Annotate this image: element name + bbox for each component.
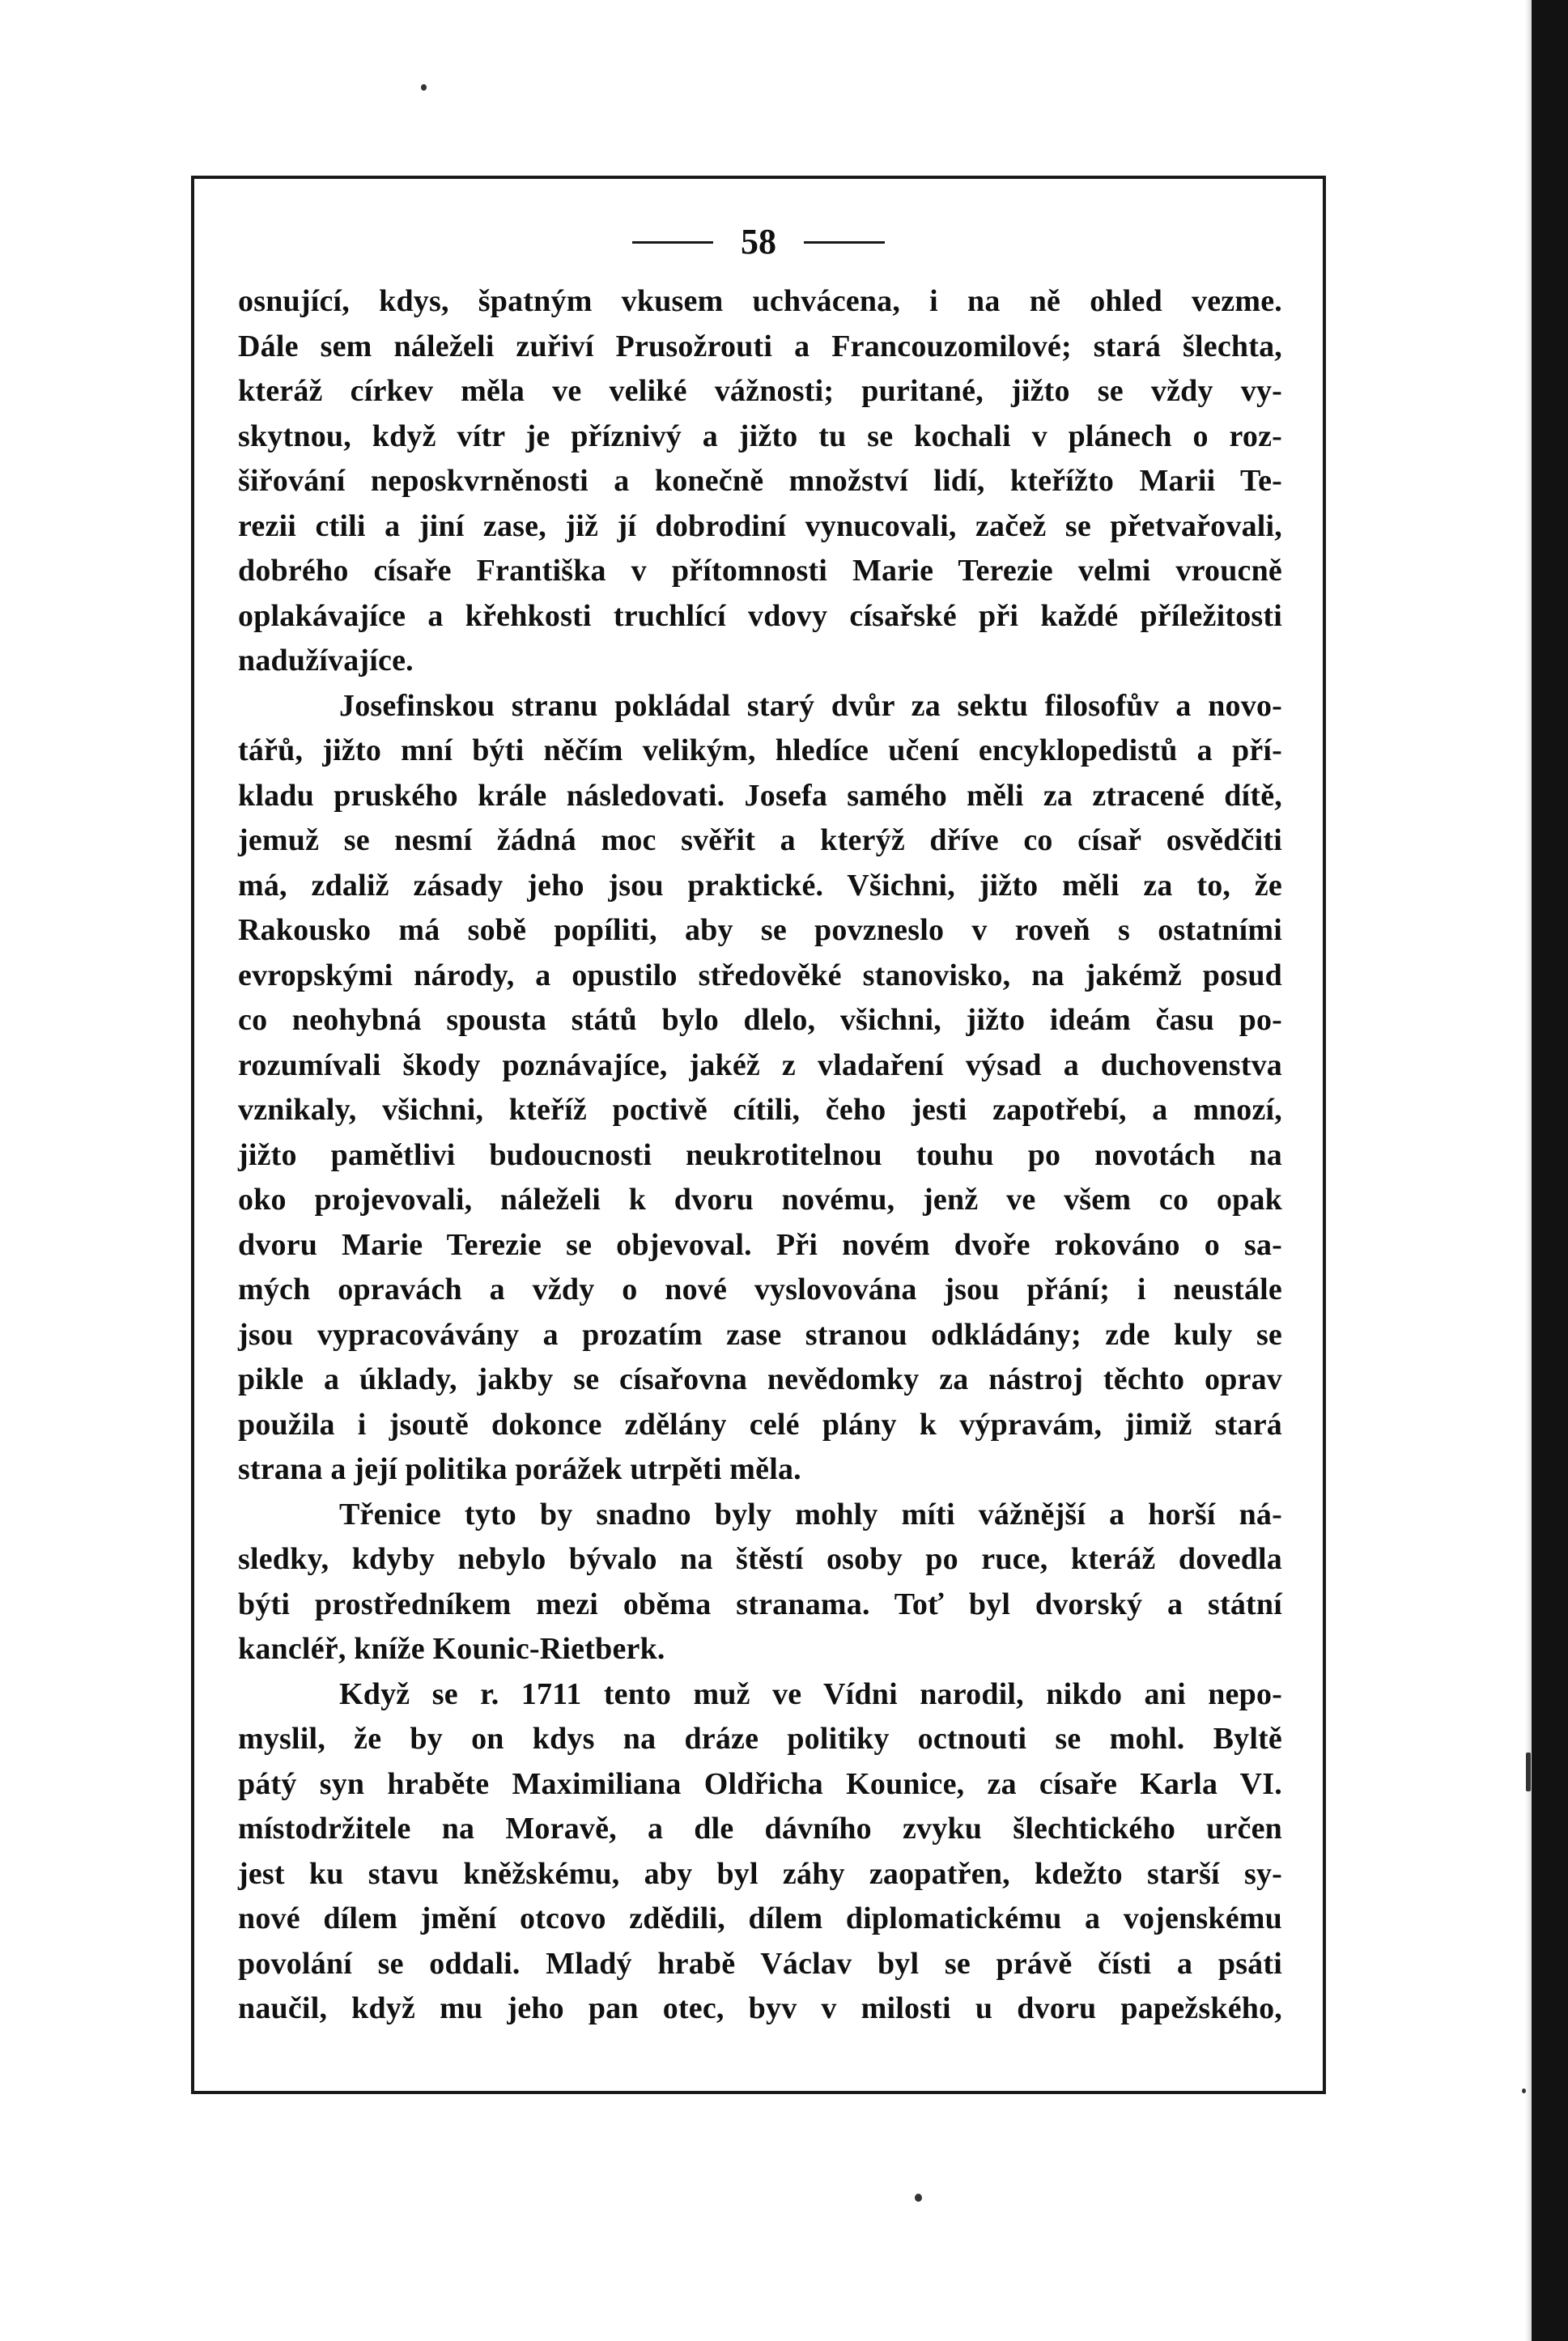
- text-line: pikle a úklady, jakby se císařovna nevědomky za nástroj těchto oprav: [238, 1362, 1282, 1396]
- text-line: Třenice tyto by snadno byly mohly míti vážnější a horší ná-: [339, 1497, 1282, 1532]
- scan-speck: [421, 84, 427, 91]
- text-line: místodržitele na Moravě, a dle dávního zvyku šlechtického určen: [238, 1812, 1282, 1846]
- text-line: nadužívajíce.: [238, 644, 414, 678]
- text-line: jižto pamětlivi budoucnosti neukrotitelnou touhu po novotách na: [238, 1137, 1282, 1172]
- text-line: oko projevovali, náleželi k dvoru novému, jenž ve všem co opak: [238, 1183, 1282, 1217]
- text-line: rozumívali škody poznávajíce, jakéž z vladaření výsad a duchovenstva: [238, 1047, 1282, 1082]
- text-line: co neohybná spousta států bylo dlelo, všichni, jižto ideám času po-: [238, 1003, 1282, 1037]
- text-line: Josefinskou stranu pokládal starý dvůr za sektu filosofův a novo-: [339, 688, 1282, 723]
- scan-speck: [915, 2194, 922, 2202]
- text-line: tářů, jižto mní býti něčím velikým, hledíce učení encyklopedistů a pří-: [238, 733, 1282, 767]
- page-number: 58: [741, 222, 776, 261]
- text-line: naučil, když mu jeho pan otec, byv v milosti u dvoru papežského,: [238, 1991, 1282, 2025]
- text-line: pátý syn hraběte Maximiliana Oldřicha Kounice, za císaře Karla VI.: [238, 1766, 1282, 1801]
- text-line: kteráž církev měla ve veliké vážnosti; puritané, jižto se vždy vy-: [238, 374, 1282, 408]
- body-text: [238, 279, 1282, 2032]
- text-line: Když se r. 1711 tento muž ve Vídni narodil, nikdo ani nepo-: [339, 1676, 1282, 1711]
- text-line: šiřování neposkvrněnosti a konečně množství lidí, kteřížto Marii Te-: [238, 464, 1282, 498]
- text-line: rezii ctili a jiní zase, již jí dobrodiní vynucovali, začež se přetvařovali,: [238, 508, 1282, 543]
- text-line: býti prostředníkem mezi oběma stranama. Toť byl dvorský a státní: [238, 1587, 1282, 1621]
- text-line: nové dílem jmění otcovo zdědili, dílem diplomatickému a vojenskému: [238, 1901, 1282, 1935]
- page-frame: [191, 176, 1326, 2094]
- text-line: dobrého císaře Františka v přítomnosti Marie Terezie velmi vroucně: [238, 554, 1282, 588]
- text-line: jemuž se nesmí žádná moc svěřit a kterýž dříve co císař osvědčiti: [238, 823, 1282, 857]
- page-header: [194, 218, 1323, 266]
- header-rule-right: [804, 241, 885, 244]
- text-line: skytnou, když vítr je příznivý a jižto tu se kochali v plánech o roz-: [238, 418, 1282, 453]
- text-line: oplakávajíce a křehkosti truchlící vdovy císařské při každé příležitosti: [238, 598, 1282, 633]
- text-line: Dále sem náleželi zuřiví Prusožrouti a Francouzomilové; stará šlechta,: [238, 329, 1282, 363]
- text-line: použila i jsoutě dokonce zdělány celé plány k výpravám, jimiž stará: [238, 1407, 1282, 1442]
- scan-edge: [1532, 0, 1568, 2341]
- text-line: mých opravách a vždy o nové vyslovována jsou přání; i neustále: [238, 1272, 1282, 1306]
- text-line: povolání se oddali. Mladý hrabě Václav byl se právě čísti a psáti: [238, 1946, 1282, 1981]
- text-line: myslil, že by on kdys na dráze politiky octnouti se mohl. Byltě: [238, 1722, 1282, 1756]
- text-line: osnující, kdys, špatným vkusem uchvácena, i na ně ohled vezme.: [238, 284, 1282, 318]
- text-line: vznikaly, všichni, kteříž poctivě cítili, čeho jesti zapotřebí, a mnozí,: [238, 1093, 1282, 1127]
- text-line: evropskými národy, a opustilo středověké stanovisko, na jakémž posud: [238, 958, 1282, 992]
- header-rule-left: [632, 241, 713, 244]
- text-line: jsou vypracovávány a prozatím zase stranou odkládány; zde kuly se: [238, 1317, 1282, 1352]
- text-line: kladu pruského krále následovati. Josefa samého měli za ztracené dítě,: [238, 778, 1282, 813]
- text-line: sledky, kdyby nebylo bývalo na štěstí osoby po ruce, kteráž dovedla: [238, 1542, 1282, 1576]
- scan-shadow: [1525, 0, 1532, 2341]
- text-line: jest ku stavu kněžskému, aby byl záhy zaopatřen, kdežto starší sy-: [238, 1856, 1282, 1891]
- scan-speck: [1526, 1753, 1531, 1791]
- text-line: dvoru Marie Terezie se objevoval. Při novém dvoře rokováno o sa-: [238, 1227, 1282, 1262]
- text-line: strana a její politika porážek utrpěti měla.: [238, 1452, 801, 1486]
- text-line: má, zdaliž zásady jeho jsou praktické. Všichni, jižto měli za to, že: [238, 868, 1282, 903]
- text-line: kancléř, kníže Kounic-Rietberk.: [238, 1632, 665, 1666]
- text-line: Rakousko má sobě popíliti, aby se povzneslo v roveň s ostatními: [238, 913, 1282, 947]
- scan-speck: [1522, 2088, 1526, 2093]
